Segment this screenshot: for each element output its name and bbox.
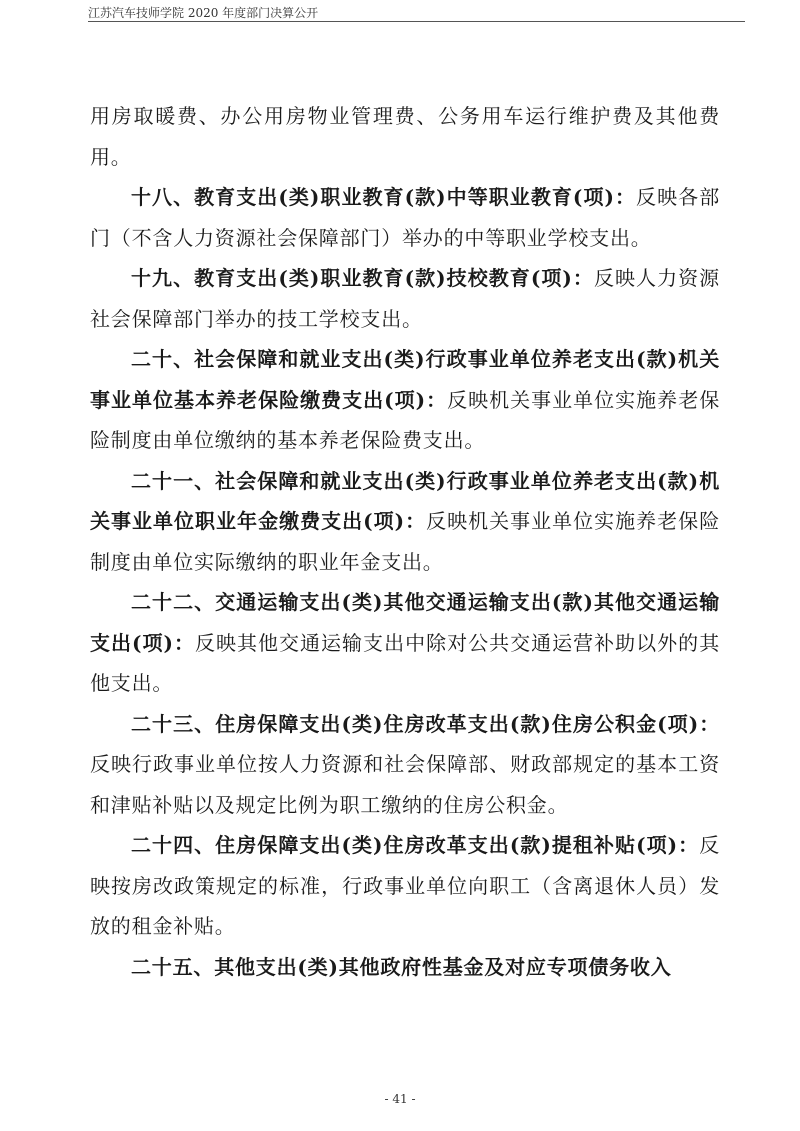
paragraph-item-25 [90,947,720,988]
paragraph-heading: 二十三、住房保障支出(类)住房改革支出(款)住房公积金(项)： [131,711,720,736]
paragraph-heading: 二十、社会保障和就业支出(类)行政事业单位养老支出(款)机关事业单位基本养老保险缴费支出(项)： [90,347,720,412]
page-number: - 41 - [384,1092,416,1106]
paragraph-text: 反映机关事业单位实施养老保险制度由单位缴纳的基本养老保险费支出。 [90,387,720,452]
paragraph-heading: 二十二、交通运输支出(类)其他交通运输支出(款)其他交通运输支出(项)： [90,590,720,655]
paragraph-item-24 [90,825,720,947]
paragraph-text: 反映按房改政策规定的标准，行政事业单位向职工（含离退休人员）发放的租金补贴。 [90,833,720,938]
paragraph-text: 反映其他交通运输支出中除对公共交通运营补助以外的其他支出。 [90,630,720,695]
paragraph-heading: 二十四、住房保障支出(类)住房改革支出(款)提租补贴(项)： [131,833,700,857]
paragraph-text: 反映行政事业单位按人力资源和社会保障部、财政部规定的基本工资和津贴补贴以及规定比例为职工缴纳的住房公积金。 [90,752,720,817]
paragraph-text: 反映各部门（不含人力资源社会保障部门）举办的中等职业学校支出。 [90,185,720,250]
paragraph-item-18 [90,177,720,258]
paragraph-heading: 十九、教育支出(类)职业教育(款)技校教育(项)： [131,266,594,290]
paragraph-item-19 [90,258,720,339]
paragraph-heading: 二十一、社会保障和就业支出(类)行政事业单位养老支出(款)机关事业单位职业年金缴费支出(项)： [90,468,720,533]
running-header: 江苏汽车技师学院 2020 年度部门决算公开 [88,6,319,20]
paragraph-text: 反映机关事业单位实施养老保险制度由单位实际缴纳的职业年金支出。 [90,509,720,574]
paragraph-continuation [90,96,720,177]
paragraph-heading: 十八、教育支出(类)职业教育(款)中等职业教育(项)： [131,185,637,209]
paragraph-item-23 [90,704,720,826]
paragraph-text: 反映人力资源社会保障部门举办的技工学校支出。 [90,266,720,331]
paragraph-item-21 [90,461,720,583]
paragraph-heading: 二十五、其他支出(类)其他政府性基金及对应专项债务收入 [131,954,672,979]
paragraph-text: 用房取暖费、办公用房物业管理费、公务用车运行维护费及其他费用。 [90,104,720,169]
paragraph-item-20 [90,339,720,461]
paragraph-item-22 [90,582,720,704]
header-rule [88,21,745,22]
document-body [90,96,720,987]
